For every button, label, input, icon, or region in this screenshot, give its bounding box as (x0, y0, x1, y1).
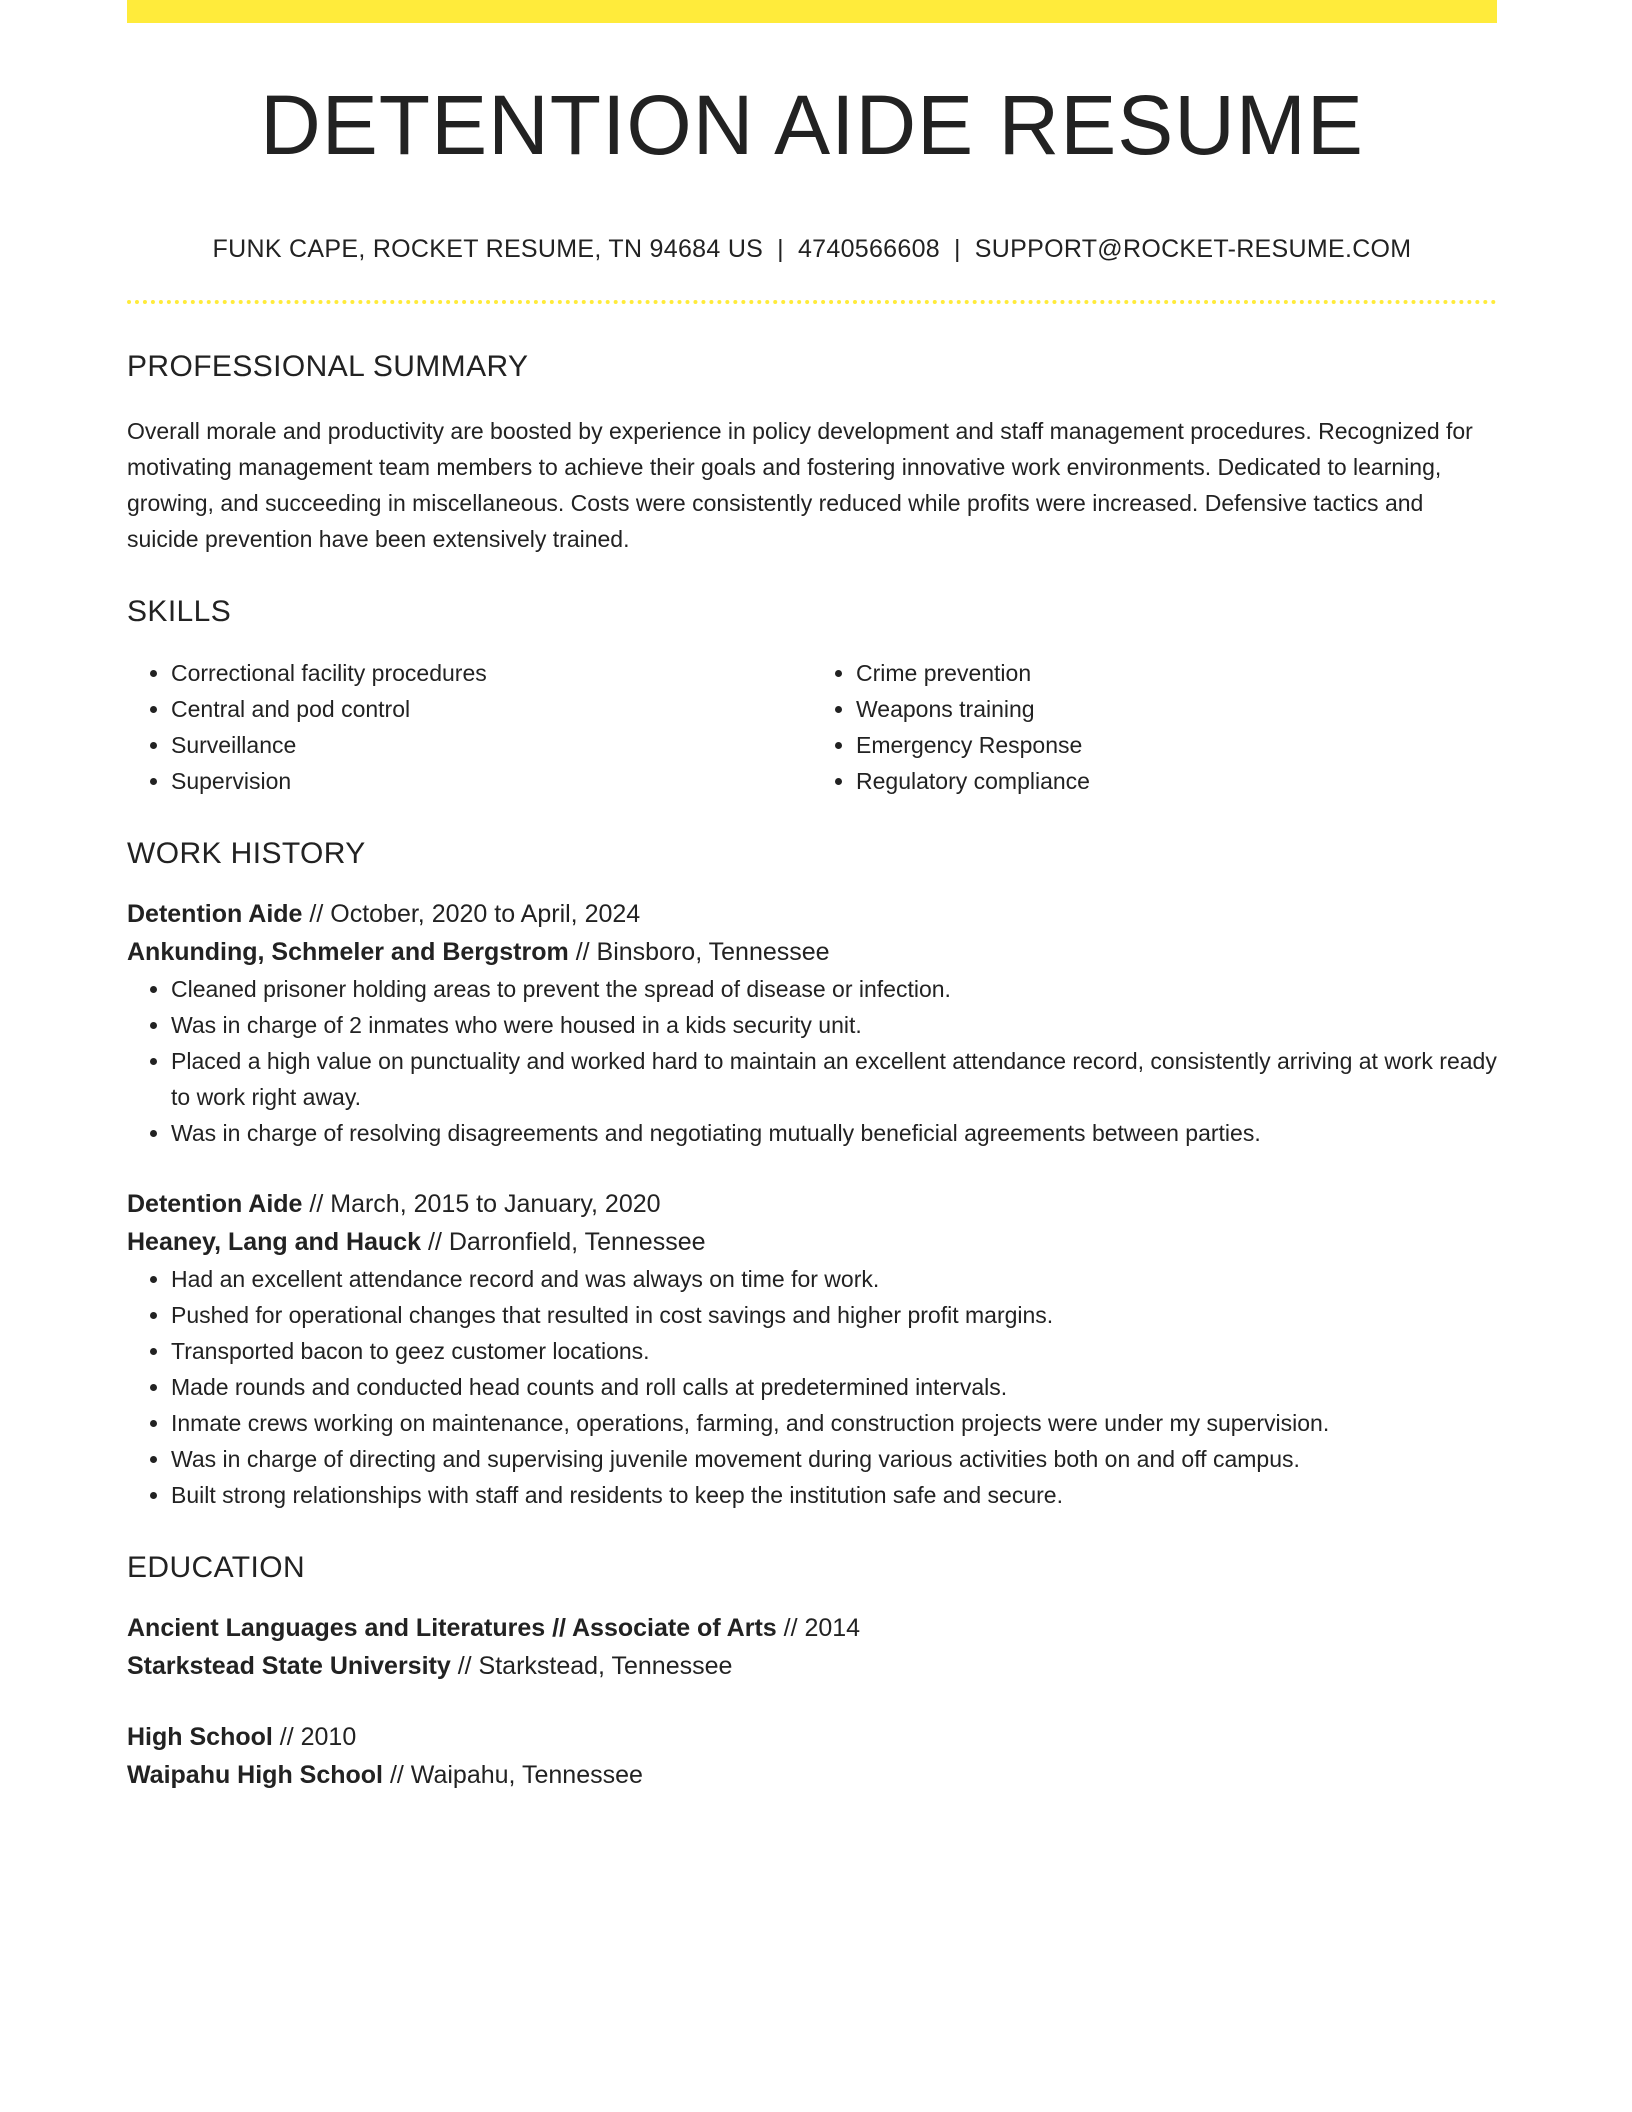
job-duty-item: • Made rounds and conducted head counts and roll calls at predetermined intervals. (171, 1369, 1497, 1405)
job-duties-list (127, 1261, 1497, 1513)
contact-separator: | (954, 235, 961, 263)
resume-page (127, 0, 1497, 1794)
skills-heading: SKILLS (127, 595, 232, 628)
skill-item: • Crime prevention (856, 655, 1497, 691)
contact-line (127, 237, 1497, 262)
education-school: Waipahu High School (127, 1761, 384, 1789)
education-school-line (127, 1647, 1497, 1685)
skill-item: • Supervision (171, 763, 812, 799)
job-duties-list (127, 971, 1497, 1151)
dotted-divider (127, 300, 1497, 304)
skill-item: • Correctional facility procedures (171, 655, 812, 691)
education-degree: High School (127, 1723, 273, 1751)
summary-text: Overall morale and productivity are boosted by experience in policy development and staff management procedures. Recognized for motivating management team members to achieve their goals and fostering innovative work environments. Dedicated to learning, growing, and succeeding in miscellaneous. Costs were consistently reduced while profits were increased. Defensive tactics and suicide prevention have been extensively trained. (127, 418, 1473, 552)
accent-top-bar (127, 0, 1497, 23)
contact-email: SUPPORT@ROCKET-RESUME.COM (974, 235, 1412, 263)
job-duty-item: • Was in charge of directing and supervising juvenile movement during various activities both on and off campus. (171, 1441, 1497, 1477)
education-degree-line (127, 1718, 1497, 1756)
job-title-line (127, 895, 1497, 933)
skill-item: • Regulatory compliance (856, 763, 1497, 799)
skill-item: • Central and pod control (171, 691, 812, 727)
job-dates: // October, 2020 to April, 2024 (302, 900, 641, 928)
skill-item: • Weapons training (856, 691, 1497, 727)
skills-left-list (127, 655, 812, 799)
education-school-line (127, 1756, 1497, 1794)
education-heading: EDUCATION (127, 1551, 306, 1584)
job-duty-item: • Was in charge of resolving disagreements and negotiating mutually beneficial agreements between parties. (171, 1115, 1497, 1151)
education-degree: Ancient Languages and Literatures // Associate of Arts (127, 1614, 777, 1642)
job-title-line (127, 1185, 1497, 1223)
skill-item: • Surveillance (171, 727, 812, 763)
contact-phone: 4740566608 (797, 235, 940, 263)
job-company: Ankunding, Schmeler and Bergstrom (127, 938, 569, 966)
job-location: // Darronfield, Tennessee (421, 1228, 706, 1256)
education-location: // Waipahu, Tennessee (383, 1761, 643, 1789)
job-title: Detention Aide (127, 1190, 303, 1218)
skills-grid (127, 655, 1497, 799)
job-title: Detention Aide (127, 900, 303, 928)
job-location: // Binsboro, Tennessee (568, 938, 830, 966)
job-duty-item: • Had an excellent attendance record and was always on time for work. (171, 1261, 1497, 1297)
contact-separator: | (777, 235, 784, 263)
summary-heading: PROFESSIONAL SUMMARY (127, 350, 529, 383)
job-dates: // March, 2015 to January, 2020 (302, 1190, 661, 1218)
job-company: Heaney, Lang and Hauck (127, 1228, 422, 1256)
education-degree-line (127, 1609, 1497, 1647)
work-history-heading: WORK HISTORY (127, 837, 366, 870)
job-duty-item: • Placed a high value on punctuality and worked hard to maintain an excellent attendance record, consistently arriving at work ready to work right away. (171, 1043, 1497, 1115)
education-location: // Starkstead, Tennessee (450, 1652, 733, 1680)
resume-title: DETENTION AIDE RESUME (260, 78, 1364, 172)
job-duty-item: • Pushed for operational changes that resulted in cost savings and higher profit margins. (171, 1297, 1497, 1333)
education-school: Starkstead State University (127, 1652, 451, 1680)
job-duty-item: • Was in charge of 2 inmates who were housed in a kids security unit. (171, 1007, 1497, 1043)
education-year: // 2010 (272, 1723, 357, 1751)
skills-right-list (812, 655, 1497, 799)
education-year: // 2014 (776, 1614, 861, 1642)
job-duty-item: • Cleaned prisoner holding areas to prevent the spread of disease or infection. (171, 971, 1497, 1007)
job-company-line (127, 933, 1497, 971)
contact-address: FUNK CAPE, ROCKET RESUME, TN 94684 US (212, 235, 764, 263)
job-company-line (127, 1223, 1497, 1261)
skill-item: • Emergency Response (856, 727, 1497, 763)
job-duty-item: • Inmate crews working on maintenance, operations, farming, and construction projects were under my supervision. (171, 1405, 1497, 1441)
job-duty-item: • Built strong relationships with staff and residents to keep the institution safe and secure. (171, 1477, 1497, 1513)
job-duty-item: • Transported bacon to geez customer locations. (171, 1333, 1497, 1369)
